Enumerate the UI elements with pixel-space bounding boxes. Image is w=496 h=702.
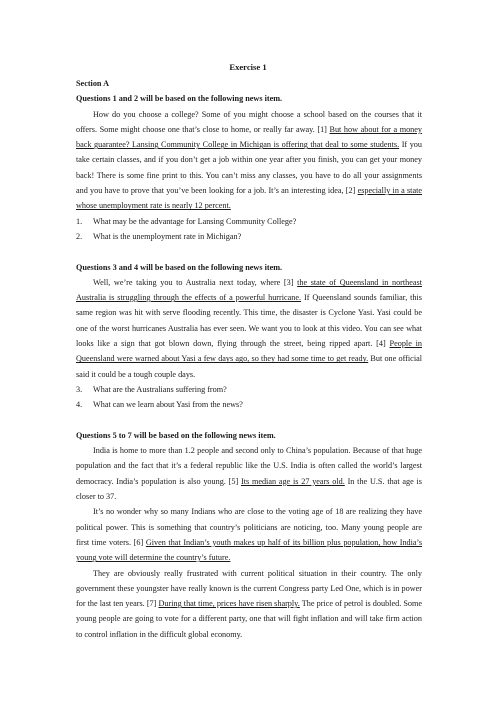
spacer bbox=[76, 413, 422, 428]
group-3-paragraph-2 bbox=[76, 504, 422, 565]
group-1-paragraph bbox=[76, 107, 422, 214]
question-text: What may be the advantage for Lansing Community College? bbox=[93, 216, 297, 226]
question-text: What are the Australians suffering from? bbox=[93, 384, 227, 394]
text-run: India is home to more than 1.2 people and second only to China’s population. Because of that huge population and the fact that it’s a federal republic like the U.S. India is often called the world’s largest democracy. India’s population is also young. [5] bbox=[76, 446, 422, 486]
question-3 bbox=[76, 382, 422, 397]
spacer bbox=[76, 244, 422, 259]
question-number: 4. bbox=[76, 400, 83, 410]
question-text: What can we learn about Yasi from the news? bbox=[93, 400, 243, 410]
group-3-paragraph-1 bbox=[76, 443, 422, 504]
underlined-answer-5: Its median age is 27 years old. bbox=[240, 476, 345, 486]
question-number: 1. bbox=[76, 216, 83, 226]
underlined-answer-4: People in Queensland were warned about Yasi a few days ago, so they had some time to get ready. bbox=[76, 339, 423, 364]
text-run: Well, we’re taking you to Australia next today, where [3] bbox=[93, 277, 298, 287]
page-title: Exercise 1 bbox=[229, 62, 267, 72]
text-run: It’s no wonder why so many Indians who are close to the voting age of 18 are realizing they have political power. This is something that country’s politicians are noticing, too. Many young people are first time voters. [6] bbox=[76, 507, 422, 547]
underlined-answer-7: During that time, prices have risen sharply. bbox=[158, 599, 300, 609]
underlined-answer-6: Given that Indian’s youth makes up half of its billion plus population, how India’s young vote will determine the country’s future. bbox=[76, 537, 422, 563]
underlined-answer-3: the state of Queensland in northeast Australia is struggling through the effects of a powerful hurricane. bbox=[76, 277, 422, 303]
group-1-heading: Questions 1 and 2 will be based on the following news item. bbox=[76, 94, 283, 104]
group-2-heading: Questions 3 and 4 will be based on the following news item. bbox=[76, 262, 283, 272]
question-2 bbox=[76, 229, 422, 244]
underlined-answer-1: But how about for a money back guarantee? Lansing Community College in Michigan is offering that deal to some students. bbox=[76, 124, 422, 150]
question-number: 3. bbox=[76, 384, 83, 394]
text-run: But one official said it could be a tough couple days. bbox=[76, 354, 422, 379]
group-3-paragraph-3 bbox=[76, 566, 422, 642]
group-2-paragraph bbox=[76, 275, 422, 382]
text-run: They are obviously really frustrated with current political situation in their country. The only government these youngster have really known is the current Congress party Led One, which is in power for the last ten years. [7] bbox=[76, 568, 422, 609]
question-4 bbox=[76, 397, 422, 412]
text-run: If you take certain classes, and if you don’t get a job within one year after you finish, you can get your money back! There is some fine print to this. You can’t miss any classes, you have to do all your assignments and you have to prove that you’ve been looking for a job. It’s an interesting idea, [2] bbox=[76, 140, 422, 196]
section-heading: Section A bbox=[76, 79, 109, 88]
text-run: The price of petrol is doubled. Some young people are going to vote for a different party, one that will fight inflation and will take firm action to control inflation in the difficult global economy. bbox=[76, 599, 422, 639]
text-run: In the U.S. that age is closer to 37. bbox=[76, 476, 422, 502]
question-number: 2. bbox=[76, 231, 83, 241]
group-3-heading: Questions 5 to 7 will be based on the following news item. bbox=[76, 430, 276, 440]
text-run: How do you choose a college? Some of you might choose a school based on the courses that it offers. Some might choose one that’s close to home, or really far away. [1] bbox=[76, 109, 422, 134]
question-1 bbox=[76, 214, 422, 229]
question-text: What is the unemployment rate in Michigan? bbox=[93, 231, 242, 241]
text-run: If Queensland sounds familiar, this same region was hit with serve flooding recently. This time, the disaster is Cyclone Yasi. Yasi could be one of the worst hurricanes Australia has ever seen. We want you to look at this video. You can see what looks like a sign that got blown down, flying through the street, being ripped apart. [4] bbox=[76, 293, 422, 349]
document-body bbox=[76, 76, 422, 642]
underlined-answer-2: especially in a state whose unemployment rate is nearly 12 percent. bbox=[76, 186, 422, 211]
